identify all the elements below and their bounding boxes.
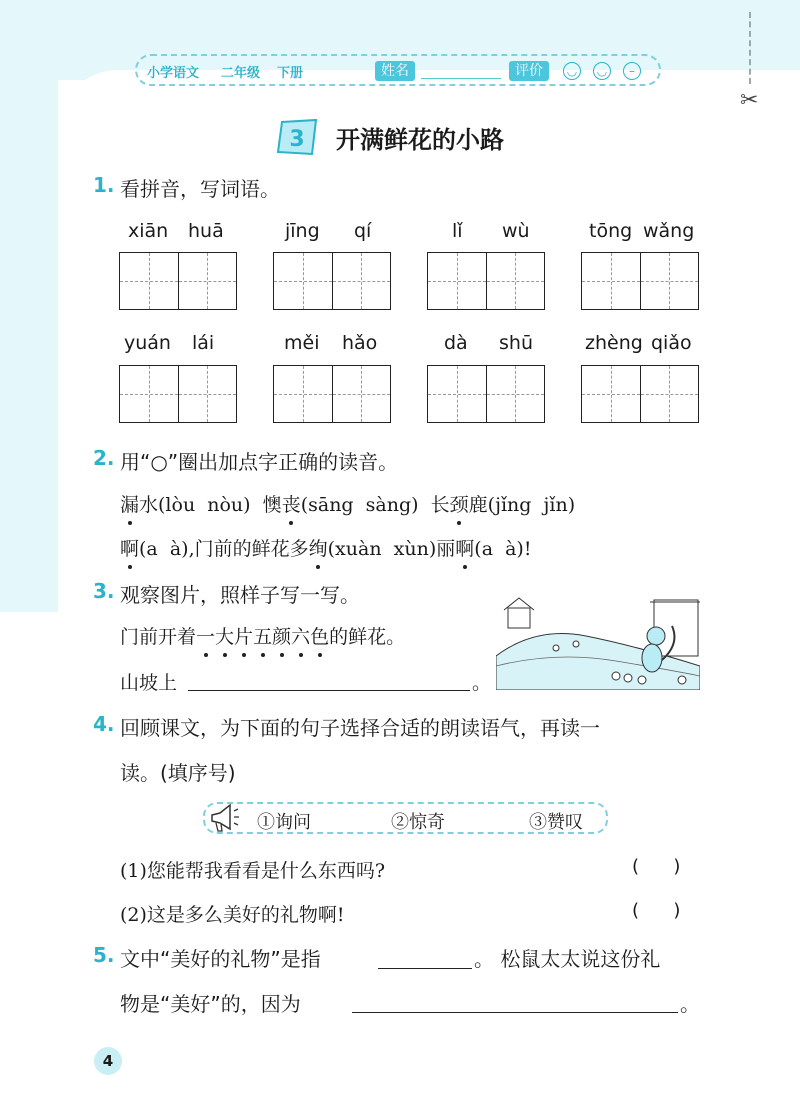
question-1-text: 看拼音，写词语。 — [120, 177, 280, 201]
option-2: ②惊奇 — [391, 812, 445, 833]
question-4-text-line-1: 回顾课文，为下面的句子选择合适的朗读语气，再读一 — [120, 716, 600, 740]
grade-label: 二年级 — [221, 66, 261, 81]
evaluation-label: 评价 — [509, 61, 549, 81]
sentence-2: (2)这是多么美好的礼物啊! — [120, 904, 345, 926]
smile-face-icon[interactable]: ◡ — [593, 62, 611, 80]
option-1: ①询问 — [257, 812, 311, 833]
neutral-face-icon[interactable]: – — [623, 62, 641, 80]
answer-line[interactable] — [352, 990, 678, 1013]
page-background-left — [0, 0, 58, 612]
question-5-text-part-2: 。 松鼠太太说这份礼 — [474, 947, 661, 971]
dotted-char: 啊 — [455, 534, 474, 561]
pinyin: xiān — [128, 220, 169, 242]
answer-line[interactable] — [188, 670, 470, 691]
sentence-1: (1)您能帮我看看是什么东西吗? — [120, 860, 386, 882]
pinyin: yuán — [124, 332, 171, 354]
answer-line[interactable] — [378, 946, 472, 969]
writing-grid[interactable] — [273, 365, 391, 423]
writing-grid[interactable] — [581, 365, 699, 423]
happy-face-icon[interactable]: ◡ — [563, 62, 581, 80]
subject-label: 小学语文 — [147, 66, 200, 81]
cut-line — [749, 12, 751, 84]
pinyin: lǐ — [452, 220, 463, 242]
pinyin: hǎo — [342, 332, 378, 354]
writing-grid[interactable] — [581, 252, 699, 310]
worksheet-header — [135, 54, 661, 86]
writing-grid[interactable] — [119, 252, 237, 310]
question-4-text-line-2: 读。(填序号) — [120, 761, 236, 785]
term-label: 下册 — [277, 66, 304, 81]
example-sentence: 门前开着一大片五颜六色的鲜花。 — [120, 622, 405, 649]
pinyin: měi — [284, 332, 320, 354]
name-field[interactable] — [421, 78, 501, 79]
answer-paren-2[interactable]: ( ) — [632, 900, 681, 921]
question-2-text: 用“○”圈出加点字正确的读音。 — [120, 450, 399, 474]
dotted-char: 绚 — [309, 534, 328, 561]
pinyin: tōng — [589, 220, 633, 242]
dotted-char: 啊 — [120, 534, 139, 561]
writing-grid[interactable] — [119, 365, 237, 423]
question-5-text-part-3: 物是“美好”的，因为 — [120, 992, 301, 1016]
dotted-char: 颈 — [450, 490, 469, 517]
sentence-end: 。 — [472, 672, 492, 694]
question-4-number: 4. — [93, 712, 115, 736]
hillside-illustration — [496, 596, 700, 690]
pinyin: shū — [499, 332, 533, 354]
dotted-char: 漏 — [120, 490, 139, 517]
pinyin: dà — [444, 332, 468, 354]
pinyin: qí — [354, 220, 372, 242]
pinyin: lái — [192, 332, 215, 354]
prompt-label: 山坡上 — [120, 672, 178, 694]
question-5-text-part-1: 文中“美好的礼物”是指 — [120, 947, 321, 971]
writing-grid[interactable] — [427, 365, 545, 423]
question-5-text-part-4: 。 — [680, 992, 700, 1016]
scissors-icon: ✂ — [740, 88, 759, 113]
pinyin: wǎng — [643, 220, 695, 242]
lesson-number-badge — [274, 118, 320, 156]
question-3-number: 3. — [93, 579, 115, 603]
pinyin: wù — [502, 220, 530, 242]
dotted-char: 丧 — [282, 490, 301, 517]
answer-paren-1[interactable]: ( ) — [632, 856, 681, 877]
name-label: 姓名 — [375, 61, 415, 81]
lesson-title: 开满鲜花的小路 — [336, 126, 504, 154]
page-number: 4 — [94, 1047, 122, 1075]
question-1-number: 1. — [93, 173, 115, 197]
question-3-text: 观察图片，照样子写一写。 — [120, 583, 360, 607]
lesson-number: 3 — [289, 127, 305, 152]
question-2-number: 2. — [93, 446, 115, 470]
question-5-number: 5. — [93, 943, 115, 967]
pinyin: zhèng — [585, 332, 643, 354]
writing-grid[interactable] — [273, 252, 391, 310]
pinyin: qiǎo — [651, 332, 692, 354]
question-2-line-2: 啊(a à),门前的鲜花多绚(xuàn xùn)丽啊(a à)! — [120, 534, 531, 561]
pinyin: jīng — [285, 220, 320, 242]
option-3: ③赞叹 — [529, 812, 583, 833]
writing-grid[interactable] — [427, 252, 545, 310]
question-2-line-1: 漏水(lòu nòu) 懊丧(sāng sàng) 长颈鹿(jǐng jǐn) — [120, 490, 575, 517]
pinyin: huā — [188, 220, 224, 242]
tone-options — [203, 802, 608, 834]
